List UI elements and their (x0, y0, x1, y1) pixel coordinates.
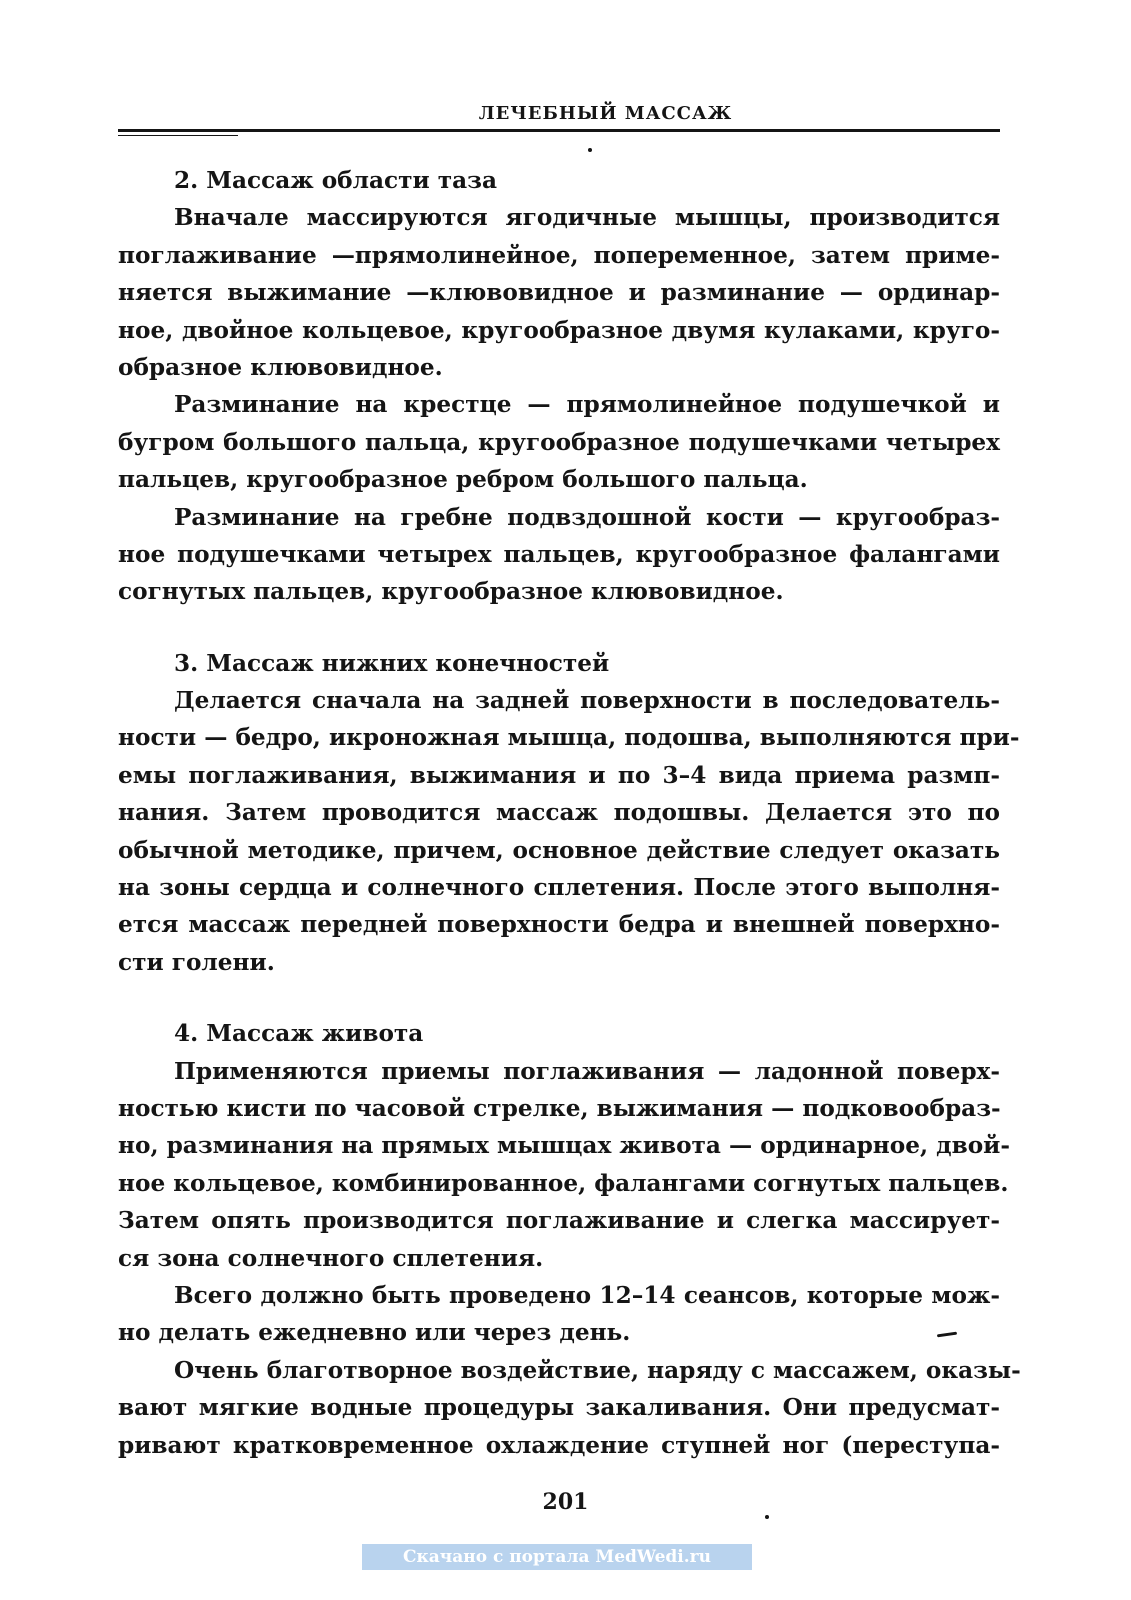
text-line: пальцев, кругообразное ребром большого пальца. (118, 466, 808, 494)
text-line: Затем опять производится поглаживание и слегка массирует- (118, 1207, 1000, 1235)
text-line: Вначале массируются ягодичные мышцы, производится (174, 204, 1000, 232)
section-heading-abdomen: 4. Массаж живота (174, 1020, 424, 1048)
section-gap (118, 981, 1000, 1015)
text-line: нания. Затем проводится массаж подошвы. Делается это по (118, 799, 1000, 827)
text-line: на зоны сердца и солнечного сплетения. После этого выполня- (118, 874, 1000, 902)
text-line: вают мягкие водные процедуры закаливания. Они предусмат- (118, 1394, 1000, 1422)
download-watermark: Скачано с портала MedWedi.ru (362, 1544, 752, 1570)
text-line: емы поглаживания, выжимания и по 3–4 вида приема размп- (118, 761, 1000, 789)
text-line: няется выжимание —клювовидное и разминание — ординар- (118, 279, 1000, 307)
text-line: Применяются приемы поглаживания — ладонной поверх- (174, 1057, 1000, 1085)
text-line: ное кольцевое, комбинированное, фалангами согнутых пальцев. (118, 1169, 1009, 1197)
page-number: 201 (542, 1489, 589, 1515)
text-line: согнутых пальцев, кругообразное клювовидное. (118, 578, 784, 606)
text-line: ное подушечками четырех пальцев, кругообразное фалангами (118, 540, 1000, 568)
section-gap (118, 611, 1000, 645)
running-title: ЛЕЧЕБНЫЙ МАССАЖ (478, 103, 733, 124)
page-body (118, 162, 1021, 1464)
text-line: Очень благотворное воздействие, наряду с массажем, оказы- (174, 1356, 1021, 1384)
print-speck (765, 1515, 769, 1519)
text-line: ное, двойное кольцевое, кругообразное двумя кулаками, круго- (118, 316, 1000, 344)
text-line: ностью кисти по часовой стрелке, выжимания — подковообраз- (118, 1094, 1001, 1122)
section-heading-pelvis: 2. Массаж области таза (174, 167, 497, 194)
text-line: но делать ежедневно или через день. (118, 1319, 631, 1347)
header-rule (118, 129, 1000, 132)
text-line: Разминание на крестце — прямолинейное подушечкой и (174, 391, 1000, 419)
text-line: поглаживание —прямолинейное, попеременное, затем приме- (118, 241, 1000, 269)
text-line: бугром большого пальца, кругообразное подушечками четырех (118, 428, 1000, 456)
section-heading-lower-limbs: 3. Массаж нижних конечностей (174, 649, 610, 677)
text-line: ся зона солнечного сплетения. (118, 1244, 544, 1272)
text-line: обычной методике, причем, основное действие следует оказать (118, 836, 1000, 864)
text-line: ности — бедро, икроножная мышца, подошва, выполняются при- (118, 724, 1020, 752)
text-line: образное клювовидное. (118, 353, 443, 381)
text-line: но, разминания на прямых мышцах живота — ординарное, двой- (118, 1132, 1010, 1160)
text-line: ется массаж передней поверхности бедра и внешней поверхно- (118, 911, 1000, 939)
text-line: ривают кратковременное охлаждение ступней ног (переступа- (118, 1431, 1000, 1459)
text-line: сти голени. (118, 948, 275, 976)
print-speck (588, 148, 592, 152)
text-line: Разминание на гребне подвздошной кости — кругообраз- (174, 503, 1000, 531)
text-line: Делается сначала на задней поверхности в последователь- (174, 687, 1000, 715)
text-line: Всего должно быть проведено 12–14 сеансов, которые мож- (174, 1281, 1000, 1309)
